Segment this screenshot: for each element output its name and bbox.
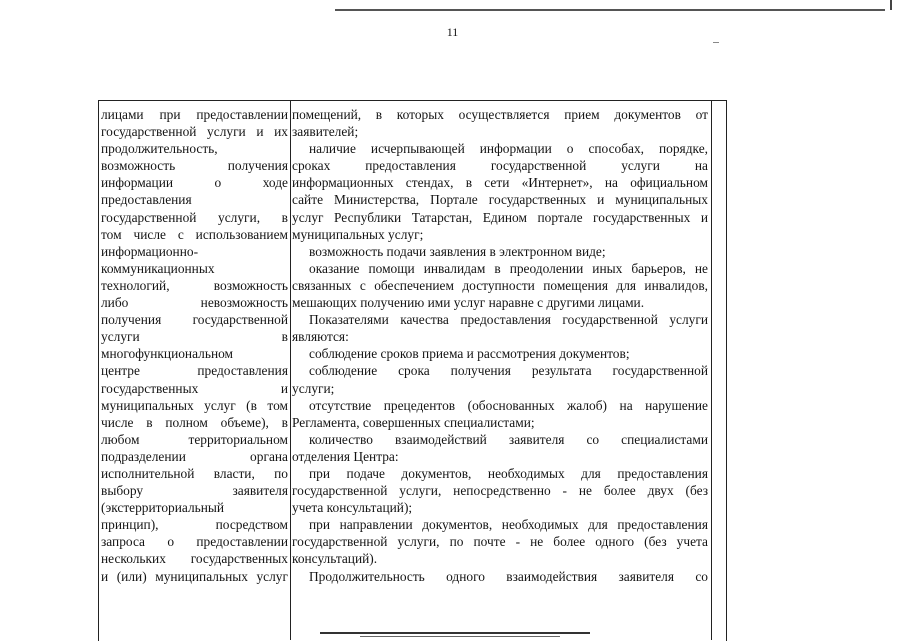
margin-mark xyxy=(713,42,719,43)
middle-column-line: сроках предоставления государственной услуги на xyxy=(292,158,708,174)
middle-column-line: информационных стендах, в сети «Интернет», на официальном xyxy=(292,175,708,191)
bottom-scan-line xyxy=(320,632,590,634)
middle-column-line: оказание помощи инвалидам в преодолении иных барьеров, не xyxy=(309,260,708,276)
middle-column-line: соблюдение срока получения результата государственной xyxy=(309,363,708,379)
top-scan-line xyxy=(345,9,885,11)
left-column-line: либо невозможность xyxy=(101,295,288,311)
middle-column-line: учета консультаций); xyxy=(292,500,413,516)
left-column-line: многофункциональном xyxy=(101,346,234,362)
middle-column-line: услуг Республики Татарстан, Едином портале государственных и xyxy=(292,209,708,225)
left-column-line: запроса о предоставлении xyxy=(101,534,288,550)
left-column-line: коммуникационных xyxy=(101,260,215,276)
middle-column-line: заявителей; xyxy=(292,124,359,140)
left-column-line: числе в полном объеме), в xyxy=(101,414,288,430)
corner-scan-mark xyxy=(890,0,892,10)
left-column-line: том числе с использованием xyxy=(101,226,288,242)
column-divider-left xyxy=(290,100,291,640)
left-column-line: информационно- xyxy=(101,243,199,259)
left-column-line: информации о ходе xyxy=(101,175,288,191)
left-column-line: государственной услуги, в xyxy=(101,209,288,225)
column-divider-right xyxy=(711,100,712,640)
middle-column-line: сайте Министерства, Портале государственных и муниципальных xyxy=(292,192,708,208)
middle-column-line: государственной услуги, непосредственно - не более двух (без xyxy=(292,483,708,499)
middle-column-line: наличие исчерпывающей информации о способах, порядке, xyxy=(309,141,708,157)
left-column-line: услуги в xyxy=(101,329,288,345)
middle-column-line: количество взаимодействий заявителя со специалистами xyxy=(309,431,708,447)
middle-column-line: при подаче документов, необходимых для предоставления xyxy=(309,465,708,481)
left-column-line: муниципальных услуг (в том xyxy=(101,397,288,413)
middle-column-text xyxy=(292,106,708,585)
middle-column-line: муниципальных услуг; xyxy=(292,226,424,242)
middle-column-line: соблюдение сроков приема и рассмотрения документов; xyxy=(309,346,630,362)
middle-column-line: являются: xyxy=(292,329,349,345)
middle-column-line: консультаций). xyxy=(292,551,378,567)
middle-column-line: отделения Центра: xyxy=(292,448,399,464)
left-column-line: любом территориальном xyxy=(101,431,288,447)
middle-column-line: возможность подачи заявления в электронном виде; xyxy=(309,243,606,259)
left-column-line: исполнительной власти, по xyxy=(101,465,288,481)
middle-column-line: при направлении документов, необходимых для предоставления xyxy=(309,517,708,533)
left-column-line: предоставления xyxy=(101,192,192,208)
left-column-line: получения государственной xyxy=(101,312,288,328)
left-column-line: (экстерриториальный xyxy=(101,500,225,516)
middle-column-line: связанных с обеспечением доступности помещения для инвалидов, xyxy=(292,277,708,293)
left-column-line: выбору заявителя xyxy=(101,483,288,499)
left-column-line: продолжительность, xyxy=(101,141,218,157)
left-column-line: подразделении органа xyxy=(101,448,288,464)
middle-column-line: государственной услуги, по почте - не более одного (без учета xyxy=(292,534,708,550)
left-column-line: нескольких государственных xyxy=(101,551,288,567)
left-column-line: государственных и xyxy=(101,380,288,396)
middle-column-line: Регламента, совершенных специалистами; xyxy=(292,414,535,430)
middle-column-line: Показателями качества предоставления государственной услуги xyxy=(309,312,708,328)
middle-column-line: Продолжительность одного взаимодействия заявителя со xyxy=(309,568,708,584)
middle-column-line: мешающих получению ими услуг наравне с другими лицами. xyxy=(292,295,645,311)
middle-column-line: отсутствие прецедентов (обоснованных жалоб) на нарушение xyxy=(309,397,708,413)
left-column-line: государственной услуги и их xyxy=(101,124,288,140)
left-column-text xyxy=(101,106,288,585)
left-column-line: центре предоставления xyxy=(101,363,288,379)
left-column-line: лицами при предоставлении xyxy=(101,107,288,122)
page-number: 11 xyxy=(446,25,459,39)
bottom-scan-line-thin xyxy=(360,636,560,637)
left-column-line: возможность получения xyxy=(101,158,288,174)
middle-column-line: помещений, в которых осуществляется прием документов от xyxy=(292,107,708,122)
left-column-line: технологий, возможность xyxy=(101,277,288,293)
left-column-line: принцип), посредством xyxy=(101,517,288,533)
middle-column-line: услуги; xyxy=(292,380,335,396)
left-column-line: и (или) муниципальных услуг xyxy=(101,568,288,584)
